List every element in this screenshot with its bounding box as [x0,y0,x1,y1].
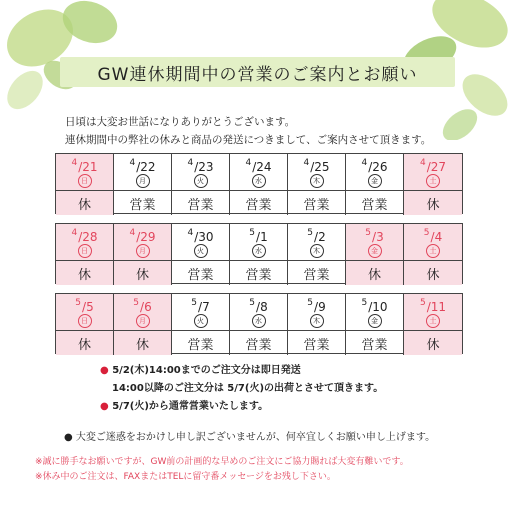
calendar-date-cell [230,154,288,191]
note-line: 5/7(火)から通常営業いたします。 [112,401,269,412]
day-number: 22 [140,160,156,174]
calendar-date-cell [346,294,404,331]
intro-text [65,113,431,149]
day-number: 6 [144,300,152,314]
calendar-date-cell [114,224,172,261]
calendar-status-cell [230,191,288,215]
calendar-status-cell [404,261,462,285]
day-number: 11 [430,300,447,314]
date-label [230,158,287,174]
weekday-badge: 木 [310,244,324,258]
month-label: 5 [191,298,198,308]
weekday-badge: 土 [426,244,440,258]
date-label [404,158,462,174]
date-slash: / [252,160,257,174]
bullet-icon: ● [100,365,109,376]
calendar-date-cell [56,294,114,331]
note-line: 5/2(木)14:00までのご注文分は即日発送 [112,365,301,376]
month-label: 5 [423,228,430,238]
calendar-date-cell [114,294,172,331]
intro-line: 連休期間中の弊社の休みと商品の発送につきまして、ご案内させて頂きます。 [65,134,432,146]
calendar-status-cell [114,331,172,355]
date-label [114,158,171,174]
calendar-week [55,223,463,284]
bullet-icon: ● [100,401,109,412]
date-slash: / [140,300,145,314]
month-label: 5 [249,228,256,238]
date-label [288,158,345,174]
calendar-week [55,293,463,354]
status-label: 休 [426,197,440,213]
date-slash: / [194,160,199,174]
calendar-status-cell [346,261,404,285]
date-slash: / [136,230,141,244]
day-number: 10 [372,300,388,314]
date-slash: / [82,300,87,314]
status-label: 休 [77,197,91,213]
date-label [288,298,345,314]
status-label: 休 [135,337,149,353]
weekday-badge: 日 [78,244,92,258]
day-number: 23 [198,160,214,174]
date-slash: / [314,300,319,314]
status-label: 休 [426,337,440,353]
day-number: 25 [314,160,330,174]
status-label: 営業 [361,197,388,213]
footnote: ※休み中のご注文は、FAXまたはTELに留守番メッセージをお残し下さい。 [35,472,336,482]
status-label: 休 [135,267,149,283]
calendar-date-cell [172,154,230,191]
status-label: 営業 [303,197,330,213]
month-label: 5 [365,228,372,238]
calendar-status-cell [172,191,230,215]
date-label [346,228,403,244]
calendar-status-cell [346,331,404,355]
month-label: 4 [71,228,78,238]
month-label: 4 [71,158,78,168]
weekday-badge: 水 [252,244,266,258]
status-label: 営業 [303,267,330,283]
page-title: GW連休期間中の営業のご案内とお願い [60,57,455,87]
month-label: 4 [129,158,136,168]
shipping-notes [100,362,383,416]
calendar-date-cell [346,154,404,191]
weekday-badge: 火 [194,174,208,188]
month-label: 5 [307,228,314,238]
month-label: 5 [361,298,368,308]
calendar-status-cell [114,191,172,215]
status-label: 営業 [245,197,272,213]
day-number: 1 [260,230,268,244]
month-label: 4 [303,158,310,168]
month-label: 5 [249,298,256,308]
day-number: 9 [318,300,326,314]
status-label: 営業 [245,267,272,283]
calendar-status-cell [56,331,114,355]
calendar-status-cell [404,191,462,215]
date-slash: / [198,300,203,314]
date-label [230,228,287,244]
calendar-date-cell [172,224,230,261]
date-label [404,228,462,244]
calendar-date-cell [56,224,114,261]
month-label: 4 [187,228,194,238]
weekday-badge: 金 [368,174,382,188]
weekday-badge: 火 [194,314,208,328]
apology-text: ● 大変ご迷惑をおかけし申し訳ございませんが、何卒宜しくお願い申し上げます。 [64,432,436,443]
calendar-status-cell [172,331,230,355]
date-label [114,228,171,244]
calendar-status-cell [56,261,114,285]
calendar-status-cell [288,261,346,285]
status-label: 休 [77,267,91,283]
footnote: ※誠に勝手なお願いですが、GW前の計画的な早めのご注文にご協力賜れば大変有難いです。 [35,457,409,467]
footnotes [35,455,409,485]
date-label [56,298,113,314]
status-label: 営業 [129,197,156,213]
day-number: 4 [434,230,443,244]
weekday-badge: 金 [368,244,382,258]
day-number: 7 [202,300,210,314]
date-slash: / [136,160,141,174]
month-label: 5 [419,298,426,308]
status-label: 休 [367,267,381,283]
weekday-badge: 水 [252,314,266,328]
date-label [172,158,229,174]
date-label [56,158,113,174]
weekday-badge: 日 [78,174,92,188]
month-label: 5 [75,298,82,308]
day-number: 2 [318,230,326,244]
calendar-status-cell [288,331,346,355]
day-number: 3 [376,230,384,244]
calendar-date-cell [230,294,288,331]
date-slash: / [256,300,261,314]
day-number: 28 [82,230,98,244]
date-slash: / [314,230,319,244]
month-label: 4 [419,158,426,168]
calendar-date-cell [404,154,462,191]
status-label: 営業 [245,337,272,353]
date-slash: / [368,160,373,174]
weekday-badge: 月 [136,244,150,258]
month-label: 4 [361,158,368,168]
note-line: 14:00以降のご注文分は 5/7(火)の出荷とさせて頂きます。 [112,383,384,394]
date-label [172,298,229,314]
calendar-status-cell [114,261,172,285]
status-label: 営業 [187,337,214,353]
date-slash: / [310,160,315,174]
calendar-date-cell [172,294,230,331]
month-label: 5 [133,298,140,308]
day-number: 24 [256,160,272,174]
calendar-date-cell [288,294,346,331]
date-slash: / [430,230,435,244]
date-label [114,298,171,314]
status-label: 営業 [187,267,214,283]
weekday-badge: 水 [252,174,266,188]
calendar-week [55,153,463,214]
day-number: 29 [140,230,156,244]
date-label [346,298,403,314]
weekday-badge: 土 [426,314,440,328]
calendar-status-cell [230,261,288,285]
day-number: 26 [372,160,388,174]
day-number: 8 [260,300,268,314]
day-number: 21 [82,160,98,174]
status-label: 休 [77,337,91,353]
calendar-date-cell [56,154,114,191]
calendar-date-cell [346,224,404,261]
calendar-status-cell [172,261,230,285]
status-label: 営業 [303,337,330,353]
status-label: 休 [426,267,440,283]
weekday-badge: 木 [310,314,324,328]
calendar-date-cell [288,154,346,191]
date-label [56,228,113,244]
calendar-status-cell [56,191,114,215]
month-label: 5 [307,298,314,308]
month-label: 4 [129,228,136,238]
date-label [346,158,403,174]
status-label: 営業 [187,197,214,213]
weekday-badge: 火 [194,244,208,258]
date-label [288,228,345,244]
calendar-date-cell [404,224,462,261]
day-number: 30 [198,230,214,244]
weekday-badge: 土 [426,174,440,188]
month-label: 4 [187,158,194,168]
date-slash: / [426,300,431,314]
weekday-badge: 金 [368,314,382,328]
calendar-status-cell [346,191,404,215]
weekday-badge: 月 [136,314,150,328]
date-slash: / [78,160,83,174]
day-number: 27 [430,160,447,174]
month-label: 4 [245,158,252,168]
intro-line: 日頃は大変お世話になりありがとうございます。 [65,116,296,128]
day-number: 5 [86,300,94,314]
date-slash: / [426,160,431,174]
weekday-badge: 日 [78,314,92,328]
date-slash: / [372,230,377,244]
date-label [172,228,229,244]
date-label [404,298,462,314]
date-slash: / [78,230,83,244]
calendar-status-cell [288,191,346,215]
date-label [230,298,287,314]
date-slash: / [256,230,261,244]
calendar-date-cell [114,154,172,191]
calendar-status-cell [404,331,462,355]
weekday-badge: 木 [310,174,324,188]
calendar-date-cell [404,294,462,331]
date-slash: / [368,300,373,314]
calendar-date-cell [288,224,346,261]
calendar-status-cell [230,331,288,355]
status-label: 営業 [361,337,388,353]
weekday-badge: 月 [136,174,150,188]
date-slash: / [194,230,199,244]
calendar-date-cell [230,224,288,261]
